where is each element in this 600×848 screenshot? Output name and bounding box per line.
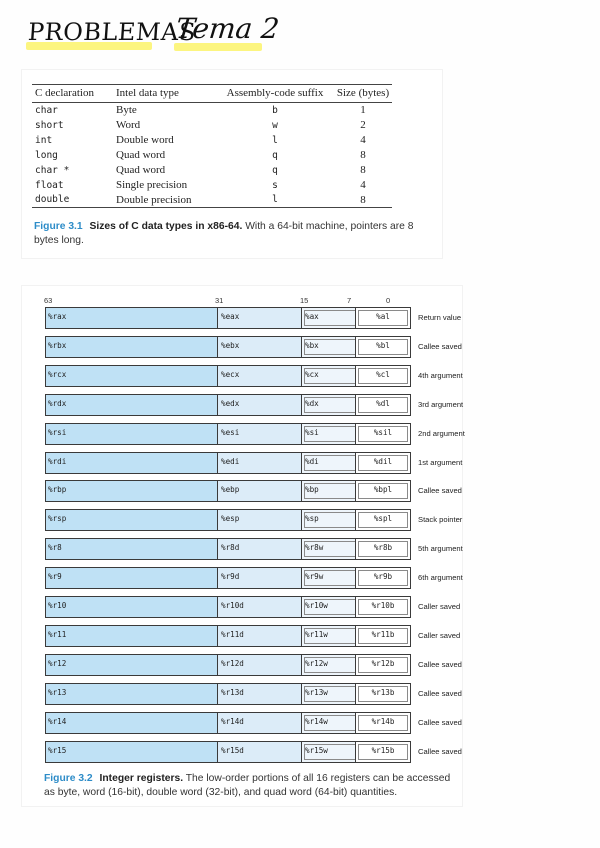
register-64bit-name: %r10 bbox=[48, 601, 67, 610]
register-64bit-name: %r11 bbox=[48, 629, 67, 639]
register-16bit-name: %si bbox=[305, 427, 319, 437]
register-32bit-name: %eax bbox=[221, 312, 240, 321]
register-row-rdi bbox=[45, 452, 463, 474]
intel-data-type-cell: Double precision bbox=[116, 193, 216, 208]
register-64bit-name: %rdi bbox=[48, 456, 67, 466]
register-32bit-name: %edx bbox=[221, 398, 240, 408]
table-row bbox=[32, 193, 392, 208]
register-role: 2nd argument bbox=[418, 428, 465, 438]
column-header: Assembly-code suffix bbox=[216, 85, 334, 103]
register-row-rbx bbox=[45, 336, 462, 358]
register-16bit-name: %r14w bbox=[305, 716, 328, 726]
intel-data-type-cell: Word bbox=[116, 119, 141, 131]
register-row-r15 bbox=[45, 741, 462, 763]
register-64bit-name: %r14 bbox=[48, 716, 67, 726]
register-8bit-name: %sil bbox=[373, 427, 393, 437]
intel-data-type-cell: Double word bbox=[116, 134, 174, 146]
c-declaration-cell: char * bbox=[35, 164, 70, 176]
column-header: Size (bytes) bbox=[334, 85, 392, 103]
c-declaration-cell: char bbox=[35, 104, 58, 116]
table-row bbox=[32, 133, 392, 148]
register-row-r12 bbox=[45, 654, 462, 676]
register-row-rax bbox=[45, 307, 462, 329]
c-declaration-cell: long bbox=[35, 149, 58, 161]
register-row-r13 bbox=[45, 683, 462, 705]
register-8bit-name: %spl bbox=[373, 514, 393, 524]
c-declaration-cell: float bbox=[35, 179, 64, 191]
register-32bit-name: %ecx bbox=[221, 369, 240, 379]
register-32bit-name: %r15d bbox=[221, 745, 244, 755]
register-role: 5th argument bbox=[418, 544, 463, 554]
table-row bbox=[32, 148, 392, 163]
register-8bit-name: %r11b bbox=[371, 629, 395, 639]
register-64bit-name: %r9 bbox=[48, 572, 62, 582]
register-16bit-name: %bx bbox=[305, 340, 319, 350]
register-64bit-name: %r8 bbox=[48, 543, 62, 553]
register-8bit-name: %r15b bbox=[371, 745, 395, 755]
register-16bit-name: %cx bbox=[305, 369, 319, 379]
register-8bit-name: %bl bbox=[376, 340, 390, 350]
register-32bit-name: %r10d bbox=[221, 601, 244, 610]
register-64bit-name: %rbx bbox=[48, 340, 67, 350]
register-16bit-name: %r11w bbox=[305, 629, 328, 639]
register-8bit-name: %dil bbox=[373, 456, 393, 466]
c-declaration-cell: short bbox=[35, 119, 64, 131]
bit-label: 31 bbox=[215, 296, 224, 305]
register-role: Callee saved bbox=[418, 659, 462, 669]
register-16bit-name: %dx bbox=[305, 398, 319, 408]
register-32bit-name: %edi bbox=[221, 456, 240, 466]
register-64bit-name: %rdx bbox=[48, 398, 67, 408]
bit-label: 63 bbox=[44, 296, 53, 305]
register-32bit-name: %r9d bbox=[221, 572, 240, 582]
register-8bit-name: %r10b bbox=[371, 601, 395, 610]
register-row-r9 bbox=[45, 567, 463, 589]
register-role: Callee saved bbox=[418, 746, 462, 756]
c-declaration-cell: double bbox=[32, 193, 116, 208]
register-row-r14 bbox=[45, 712, 462, 734]
register-16bit-name: %r9w bbox=[305, 572, 324, 582]
table-row bbox=[32, 118, 392, 133]
table-header-row bbox=[32, 85, 392, 103]
register-role: Caller saved bbox=[418, 630, 461, 640]
figure-caption bbox=[34, 220, 438, 248]
figure-3-1 bbox=[22, 70, 442, 258]
size-bytes-cell: 4 bbox=[360, 134, 366, 146]
register-row-rsi bbox=[45, 423, 465, 445]
register-8bit-name: %al bbox=[376, 312, 390, 321]
table-row bbox=[32, 178, 392, 193]
register-32bit-name: %r13d bbox=[221, 687, 244, 697]
register-row-r11 bbox=[45, 625, 461, 647]
register-role: Return value bbox=[418, 313, 462, 322]
register-8bit-name: %r13b bbox=[371, 687, 395, 697]
register-16bit-name: %r8w bbox=[305, 543, 324, 553]
assembly-suffix-cell: b bbox=[272, 104, 278, 116]
register-64bit-name: %r13 bbox=[48, 687, 67, 697]
caption-text: The low-order portions of all 16 registers can be accessed as byte, word (16-bit), double word (32-bit), and quad word (64-bit) quantities. bbox=[44, 773, 451, 798]
bit-label: 7 bbox=[347, 296, 352, 305]
caption-title: Sizes of C data types in x86-64. bbox=[89, 221, 243, 232]
column-header: C declaration bbox=[32, 85, 116, 103]
register-32bit-name: %r11d bbox=[221, 629, 244, 639]
register-16bit-name: %sp bbox=[305, 514, 319, 524]
figure-3-2 bbox=[22, 286, 465, 806]
register-32bit-name: %r14d bbox=[221, 716, 244, 726]
size-bytes-cell: 4 bbox=[360, 179, 366, 191]
register-role: Callee saved bbox=[418, 717, 462, 727]
register-row-r10 bbox=[45, 596, 461, 618]
register-row-rdx bbox=[45, 394, 464, 416]
register-8bit-name: %r12b bbox=[371, 658, 395, 668]
register-64bit-name: %rax bbox=[48, 312, 67, 321]
figure-caption bbox=[44, 772, 456, 800]
register-16bit-name: %ax bbox=[305, 312, 319, 321]
register-16bit-name: %r13w bbox=[305, 687, 328, 697]
register-row-r8 bbox=[45, 538, 463, 560]
register-role: 4th argument bbox=[418, 370, 463, 380]
size-bytes-cell: 1 bbox=[360, 104, 366, 117]
register-32bit-name: %ebp bbox=[221, 485, 240, 495]
assembly-suffix-cell: l bbox=[216, 193, 334, 208]
data-types-table bbox=[32, 84, 392, 208]
title-tema: Tema 2 bbox=[174, 12, 281, 45]
register-16bit-name: %r15w bbox=[305, 745, 328, 755]
register-role: Callee saved bbox=[418, 688, 462, 698]
register-32bit-name: %ebx bbox=[221, 340, 240, 350]
register-row-rsp bbox=[45, 509, 463, 531]
column-header: Intel data type bbox=[116, 85, 216, 103]
register-32bit-name: %esp bbox=[221, 514, 240, 524]
table-row bbox=[32, 163, 392, 178]
assembly-suffix-cell: l bbox=[272, 134, 278, 146]
intel-data-type-cell: Single precision bbox=[116, 179, 188, 191]
register-8bit-name: %r14b bbox=[371, 716, 395, 726]
register-16bit-name: %bp bbox=[305, 485, 319, 495]
page-title bbox=[26, 12, 386, 56]
register-8bit-name: %r9b bbox=[373, 572, 393, 582]
size-bytes-cell: 2 bbox=[360, 119, 366, 131]
register-role: Callee saved bbox=[418, 341, 462, 351]
register-16bit-name: %r10w bbox=[305, 601, 328, 610]
intel-data-type-cell: Byte bbox=[116, 104, 137, 117]
register-64bit-name: %rbp bbox=[48, 485, 67, 495]
register-64bit-name: %rcx bbox=[48, 369, 67, 379]
bit-label: 0 bbox=[386, 296, 391, 305]
c-declaration-cell: int bbox=[35, 134, 53, 146]
assembly-suffix-cell: q bbox=[272, 164, 278, 176]
register-32bit-name: %r12d bbox=[221, 658, 244, 668]
size-bytes-cell: 8 bbox=[360, 164, 366, 176]
register-16bit-name: %di bbox=[305, 456, 319, 466]
register-64bit-name: %rsi bbox=[48, 427, 67, 437]
assembly-suffix-cell: w bbox=[272, 119, 278, 131]
register-role: 3rd argument bbox=[418, 399, 464, 409]
register-8bit-name: %r8b bbox=[373, 543, 393, 553]
register-role: Stack pointer bbox=[418, 515, 463, 525]
register-row-rbp bbox=[45, 480, 462, 502]
register-32bit-name: %r8d bbox=[221, 543, 240, 553]
register-8bit-name: %dl bbox=[376, 398, 390, 408]
title-problemas: PROBLEMAS bbox=[27, 18, 197, 46]
register-64bit-name: %r15 bbox=[48, 745, 67, 755]
size-bytes-cell: 8 bbox=[334, 193, 392, 208]
register-64bit-name: %r12 bbox=[48, 658, 67, 668]
caption-title: Integer registers. bbox=[99, 773, 184, 784]
assembly-suffix-cell: s bbox=[272, 179, 278, 191]
table-row bbox=[32, 103, 392, 118]
register-role: 6th argument bbox=[418, 573, 463, 583]
intel-data-type-cell: Quad word bbox=[116, 164, 166, 176]
intel-data-type-cell: Quad word bbox=[116, 149, 166, 161]
size-bytes-cell: 8 bbox=[360, 149, 366, 161]
register-8bit-name: %bpl bbox=[373, 485, 393, 495]
register-8bit-name: %cl bbox=[376, 369, 390, 379]
register-row-rcx bbox=[45, 365, 463, 387]
assembly-suffix-cell: q bbox=[272, 149, 278, 161]
bit-label: 15 bbox=[300, 296, 309, 305]
figure-number: Figure 3.1 bbox=[34, 221, 83, 232]
register-32bit-name: %esi bbox=[221, 427, 240, 437]
register-role: Caller saved bbox=[418, 602, 461, 611]
register-role: Callee saved bbox=[418, 486, 462, 496]
register-16bit-name: %r12w bbox=[305, 658, 328, 668]
figure-number: Figure 3.2 bbox=[44, 773, 93, 784]
register-role: 1st argument bbox=[418, 457, 463, 467]
caption-text: With a 64-bit machine, pointers are 8 bytes long. bbox=[34, 221, 414, 246]
register-64bit-name: %rsp bbox=[48, 514, 67, 524]
